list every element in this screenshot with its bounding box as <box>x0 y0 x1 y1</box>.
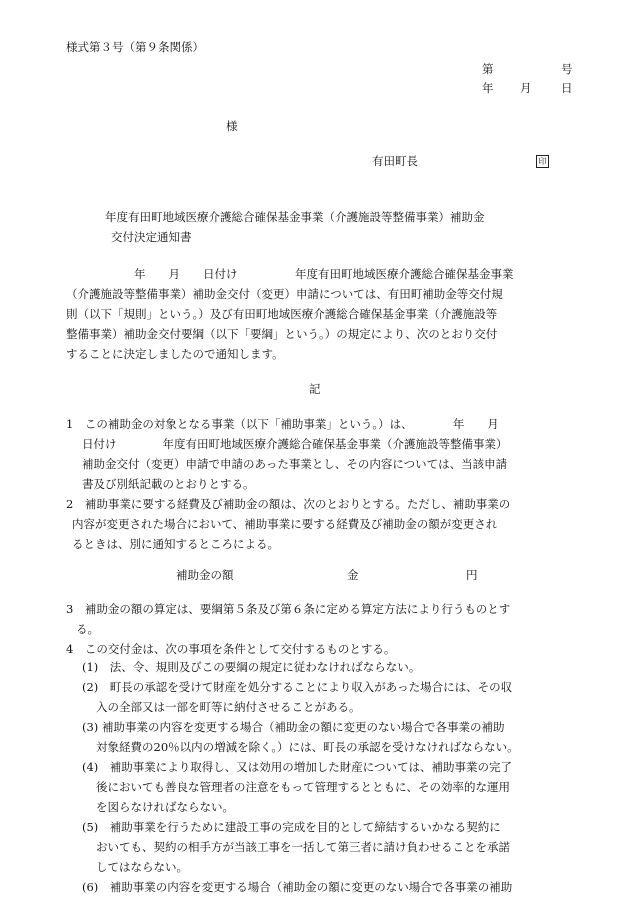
title-line-2: 交付決定通知書 <box>111 230 192 244</box>
issuer-name: 有田町長 <box>372 154 418 168</box>
sub-item-line: を図らなければならない。 <box>96 800 234 814</box>
date-year: 年 <box>482 81 494 95</box>
item-line: る。 <box>76 622 99 636</box>
item-line: 内容が変更された場合において、補助事業に要する経費及び補助金の額が変更され <box>72 517 498 531</box>
sub-item-line: (4) 補助事業により取得し、又は効用の増加した財産については、補助事業の完了 <box>82 760 513 774</box>
sub-item-line: してはならない。 <box>96 860 188 874</box>
title-line-1: 年度有田町地域医療介護総合確保基金事業（介護施設等整備事業）補助金 <box>105 210 485 224</box>
sub-item-line: 対象経費の20％以内の増減を除く。）には、町長の承認を受けなければならない。 <box>96 740 519 754</box>
item-line: 2 補助事業に要する経費及び補助金の額は、次のとおりとする。ただし、補助事業の <box>66 497 511 511</box>
sub-item-line: (2) 町長の承認を受けて財産を処分することにより収入があった場合には、その収 <box>82 680 513 694</box>
sub-item-line: (3) 補助事業の内容を変更する場合（補助金の額に変更のない場合で各事業の補助 <box>82 720 505 734</box>
item-line: 日付け 年度有田町地域医療介護総合確保基金事業（介護施設等整備事業） <box>82 437 508 451</box>
form-label: 様式第３号（第９条関係） <box>66 40 204 54</box>
sub-item-line: (1) 法、令、規則及びこの要綱の規定に従わなければならない。 <box>82 660 421 674</box>
sub-item-line: (6) 補助事業の内容を変更する場合（補助金の額に変更のない場合で各事業の補助 <box>82 880 513 894</box>
amount-kin: 金 <box>347 568 359 582</box>
number-go: 号 <box>561 62 573 76</box>
intro-line: することに決定しましたので通知します。 <box>66 347 284 361</box>
intro-line: 整備事業）補助金交付要綱（以下「要綱」という。）の規定により、次のとおり交付 <box>66 327 498 341</box>
intro-line: （介護施設等整備事業）補助金交付（変更）申請については、有田町補助金等交付規 <box>66 287 503 301</box>
item-line: 4 この交付金は、次の事項を条件として交付するものとする。 <box>66 642 396 656</box>
amount-yen: 円 <box>466 568 478 582</box>
date-month: 月 <box>520 81 532 95</box>
date-day: 日 <box>561 81 573 95</box>
item-line: 1 この補助金の対象となる事業（以下「補助事業」という。）は、 年 月 <box>66 417 499 431</box>
item-line: 補助金交付（変更）申請で申請のあった事業とし、その内容については、当該申請 <box>82 457 508 471</box>
addressee-sama: 様 <box>226 119 238 133</box>
item-line: 書及び別紙記載のとおりとする。 <box>82 477 255 491</box>
ki-heading: 記 <box>309 382 321 396</box>
amount-label: 補助金の額 <box>176 568 234 582</box>
sub-item-line: 入の全部又は一部を町等に納付させることがある。 <box>96 700 361 714</box>
intro-line: 年 月 日付け 年度有田町地域医療介護総合確保基金事業 <box>134 267 514 281</box>
intro-line: 則（以下「規則」という。）及び有田町地域医療介護総合確保基金事業（介護施設等 <box>66 307 498 321</box>
seal-stamp: 印 <box>536 155 549 168</box>
sub-item-line: 後においても善良な管理者の注意をもって管理するとともに、その効率的な運用 <box>96 780 510 794</box>
sub-item-line: おいても、契約の相手方が当該工事を一括して第三者に請け負わせることを承諾 <box>96 840 510 854</box>
seal-mark <box>536 155 549 168</box>
sub-item-line: (5) 補助事業を行うために建設工事の完成を目的として締結するいかなる契約に <box>82 820 501 834</box>
item-line: るときは、別に通知するところによる。 <box>72 537 279 551</box>
number-dai: 第 <box>482 62 494 76</box>
item-line: 3 補助金の額の算定は、要綱第５条及び第６条に定める算定方法により行うものとす <box>66 602 511 616</box>
